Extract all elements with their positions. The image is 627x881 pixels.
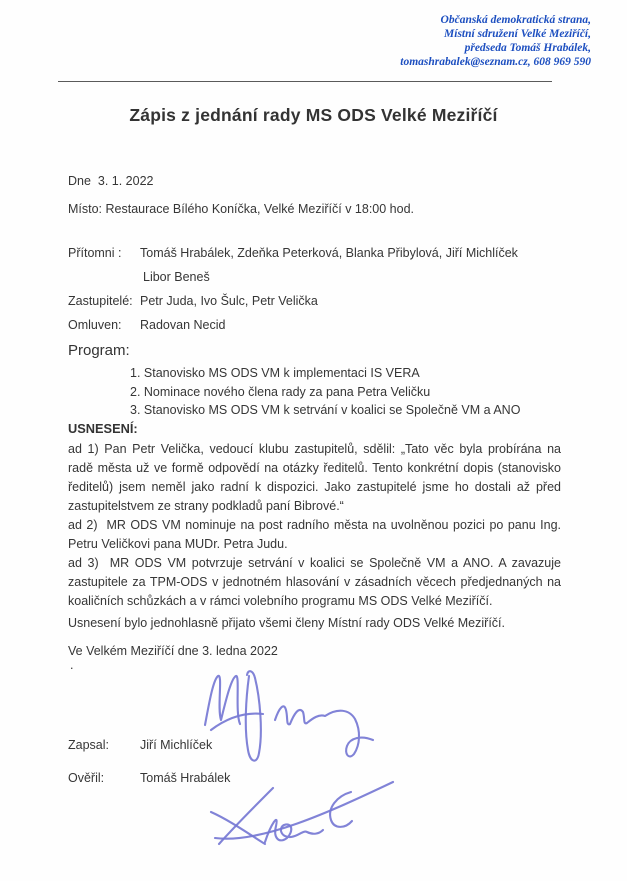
verified-by-name: Tomáš Hrabálek xyxy=(140,771,231,785)
adoption-line: Usnesení bylo jednohlasně přijato všemi členy Místní rady ODS Velké Meziříčí. xyxy=(68,616,505,630)
letterhead-line: Občanská demokratická strana, xyxy=(440,14,591,26)
resolution-paragraph-ad3: ad 3) MR ODS VM potvrzuje setrvání v koalici se Společně VM a ANO. A zavazuje zastupitele za TPM-ODS v jednotném hlasování v zásadních věcech předjednaných na koaličních schůzkách a v rámci volebního programu MS ODS Velké Meziříčí. xyxy=(68,556,565,608)
attendance-section xyxy=(68,241,568,337)
recorded-by-label: Zapsal: xyxy=(68,738,109,752)
letterhead xyxy=(271,13,591,69)
attendance-row-councillors xyxy=(68,289,568,313)
resolution-paragraph-ad1: ad 1) Pan Petr Velička, vedoucí klubu zastupitelů, sdělil: „Tato věc byla probírána na radě města už ve formě odpovědí na otázky ředitelů. Tento konkrétní dopis (stanovisko ředitelů) jsem neměl jako radní k dispozici. Jako zastupitelé jsme ho dostali až před zastupitelstvem ze strany podkladů paní Bibrové.“ xyxy=(68,442,565,513)
document-title: Zápis z jednání rady MS ODS Velké Meziříčí xyxy=(129,105,498,125)
recorded-by-name: Jiří Michlíček xyxy=(140,738,213,752)
header-divider xyxy=(58,81,552,82)
signature-ink-drawing xyxy=(195,768,405,866)
date-line: Dne 3. 1. 2022 xyxy=(68,174,154,188)
program-item-1: 1. Stanovisko MS ODS VM k implementaci IS VERA xyxy=(130,366,420,380)
program-heading: Program: xyxy=(68,342,130,359)
excused-label: Omluven: xyxy=(68,318,122,332)
attendance-row-present xyxy=(68,241,568,265)
letterhead-contact-line: tomashrabalek@seznam.cz, 608 969 590 xyxy=(400,56,591,68)
attendance-row-excused xyxy=(68,313,568,337)
recorded-by-row xyxy=(68,738,388,752)
signature-tomas-hrabalek xyxy=(195,768,405,866)
program-item-3: 3. Stanovisko MS ODS VM k setrvání v koalici se Společně VM a ANO xyxy=(130,403,521,417)
resolution-paragraph-ad2: ad 2) MR ODS VM nominuje na post radního města na uvolněnou pozici po panu Ing. Petru Veličkovi pana MUDr. Petra Judu. xyxy=(68,518,565,551)
present-names: Tomáš Hrabálek, Zdeňka Peterková, Blanka Přibylová, Jiří Michlíček xyxy=(140,246,518,260)
councillors-names: Petr Juda, Ivo Šulc, Petr Velička xyxy=(140,294,318,308)
resolution-body xyxy=(68,440,565,611)
place-line: Místo: Restaurace Bílého Koníčka, Velké Meziříčí v 18:00 hod. xyxy=(68,202,415,216)
letterhead-line: Místní sdružení Velké Meziříčí, xyxy=(444,28,591,40)
present-label: Přítomni : xyxy=(68,246,122,260)
place-date-line: Ve Velkém Meziříčí dne 3. ledna 2022 xyxy=(68,644,278,658)
resolution-heading: USNESENÍ: xyxy=(68,421,138,436)
councillors-label: Zastupitelé: xyxy=(68,294,133,308)
stray-mark: . xyxy=(70,658,74,672)
program-item-2: 2. Nominace nového člena rady za pana Petra Veličku xyxy=(130,384,431,399)
letterhead-line: předseda Tomáš Hrabálek, xyxy=(464,42,591,54)
present-names-continued: Libor Beneš xyxy=(143,270,210,284)
program-list xyxy=(130,364,600,420)
verified-by-label: Ověřil: xyxy=(68,771,105,785)
excused-name: Radovan Necid xyxy=(140,318,226,332)
